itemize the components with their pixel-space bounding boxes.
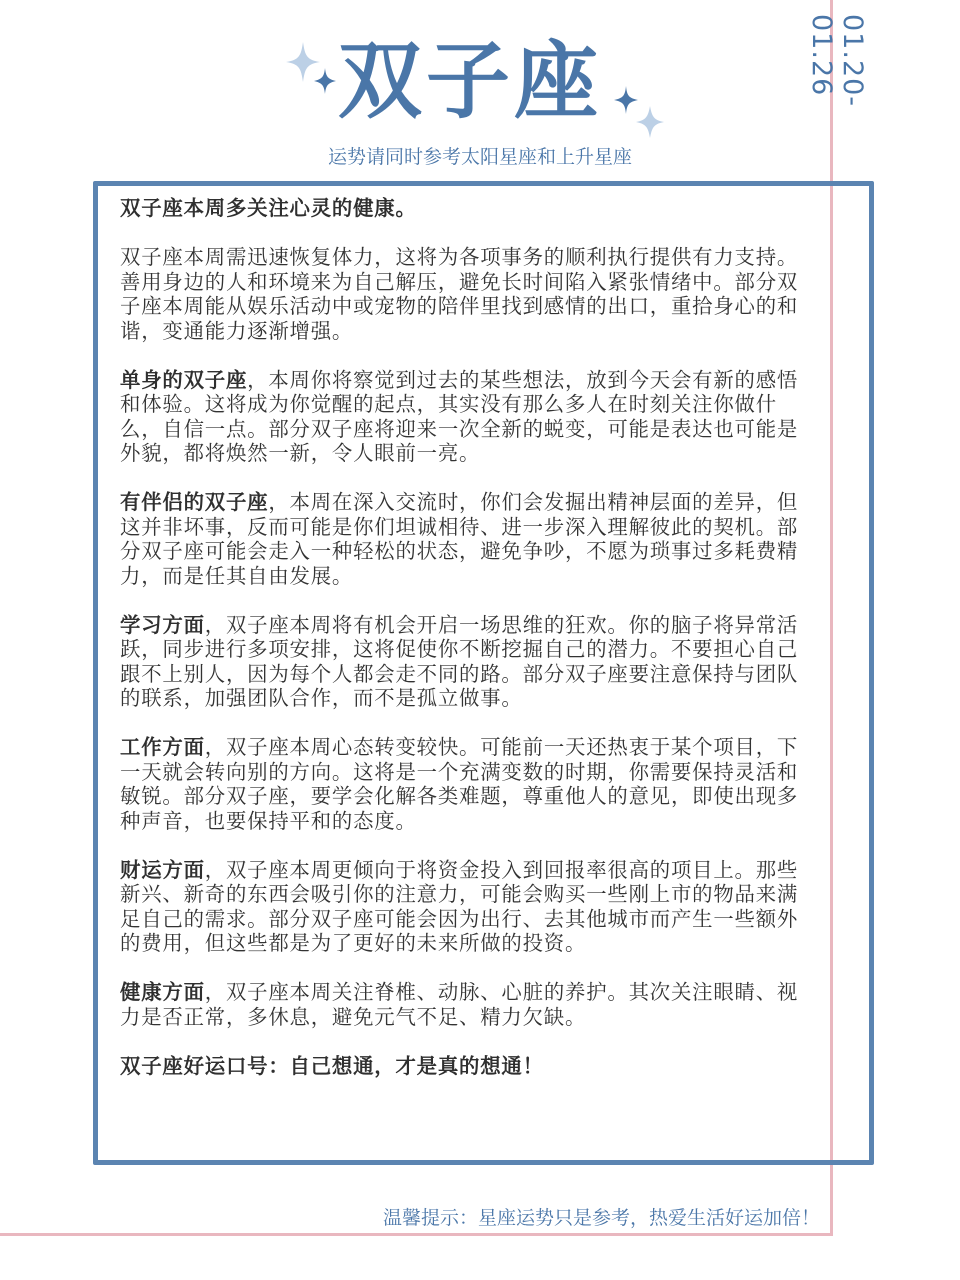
sparkle-icon xyxy=(636,106,664,138)
overview-paragraph: 双子座本周需迅速恢复体力，这将为各项事务的顺利执行提供有力支持。善用身边的人和环境来为自己解压，避免长时间陷入紧张情绪中。部分双子座本周能从娱乐活动中或宠物的陪伴里找到感情的出口，重拾身心的和谐，变通能力逐渐增强。 xyxy=(120,245,799,343)
section-partner xyxy=(120,490,818,588)
section-label: 健康方面 xyxy=(120,980,205,1004)
section-study xyxy=(120,613,818,711)
section-text: ，双子座本周将有机会开启一场思维的狂欢。你的脑子将异常活跃，同步进行多项安排，这将促使你不断挖掘自己的潜力。不要担心自己跟不上别人，因为每个人都会走不同的路。部分双子座要注意保持与团队的联系，加强团队合作，而不是孤立做事。 xyxy=(120,612,799,710)
section-work xyxy=(120,735,818,833)
footer-tip: 温馨提示：星座运势只是参考，热爱生活好运加倍！ xyxy=(382,1207,820,1229)
section-health xyxy=(120,980,818,1029)
section-label: 学习方面 xyxy=(120,612,205,637)
section-text: ，双子座本周关注脊椎、动脉、心脏的养护。其次关注眼睛、视力是否正常，多休息，避免元气不足、精力欠缺。 xyxy=(120,980,799,1029)
section-text: ，双子座本周心态转变较快。可能前一天还热衷于某个项目，下一天就会转向别的方向。这将是一个充满变数的时期，你需要保持灵活和敏锐。部分双子座，要学会化解各类难题，尊重他人的意见，即使出现多种声音，也要保持平和的态度。 xyxy=(120,735,799,833)
subtitle: 运势请同时参考太阳星座和上升星座 xyxy=(327,146,632,168)
section-text: ，本周在深入交流时，你们会发掘出精神层面的差异，但这并非坏事，反而可能是你们坦诚相待、进一步深入理解彼此的契机。部分双子座可能会走入一种轻松的状态，避免争吵，不愿为琐事过多耗费精力，而是任其自由发展。 xyxy=(120,490,799,588)
section-label: 有伴侣的双子座 xyxy=(120,490,269,514)
section-label: 工作方面 xyxy=(120,735,205,759)
slogan: 双子座好运口号：自己想通，才是真的想通！ xyxy=(120,1053,544,1078)
section-text: ，双子座本周更倾向于将资金投入到回报率很高的项目上。那些新兴、新奇的东西会吸引你的注意力，可能会购买一些刚上市的物品来满足自己的需求。部分双子座可能会因为出行、去其他城市而产生一些额外的费用，但这些都是为了更好的未来所做的投资。 xyxy=(120,857,799,955)
decorative-horizontal-line xyxy=(0,1233,833,1236)
horoscope-content xyxy=(120,196,818,1103)
section-finance xyxy=(120,858,818,956)
headline: 双子座本周多关注心灵的健康。 xyxy=(120,196,417,220)
section-label: 单身的双子座 xyxy=(120,367,248,392)
section-text: ，本周你将察觉到过去的某些想法，放到今天会有新的感悟和体验。这将成为你觉醒的起点，其实没有那么多人在时刻关注你做什么，自信一点。部分双子座将迎来一次全新的蜕变，可能是表达也可能是外貌，都将焕然一新，令人眼前一亮。 xyxy=(120,367,799,465)
section-single xyxy=(120,368,818,466)
page-title: 双子座 xyxy=(337,32,602,130)
section-label: 财运方面 xyxy=(120,857,205,882)
date-range: 01.20-01.26 xyxy=(806,14,868,108)
